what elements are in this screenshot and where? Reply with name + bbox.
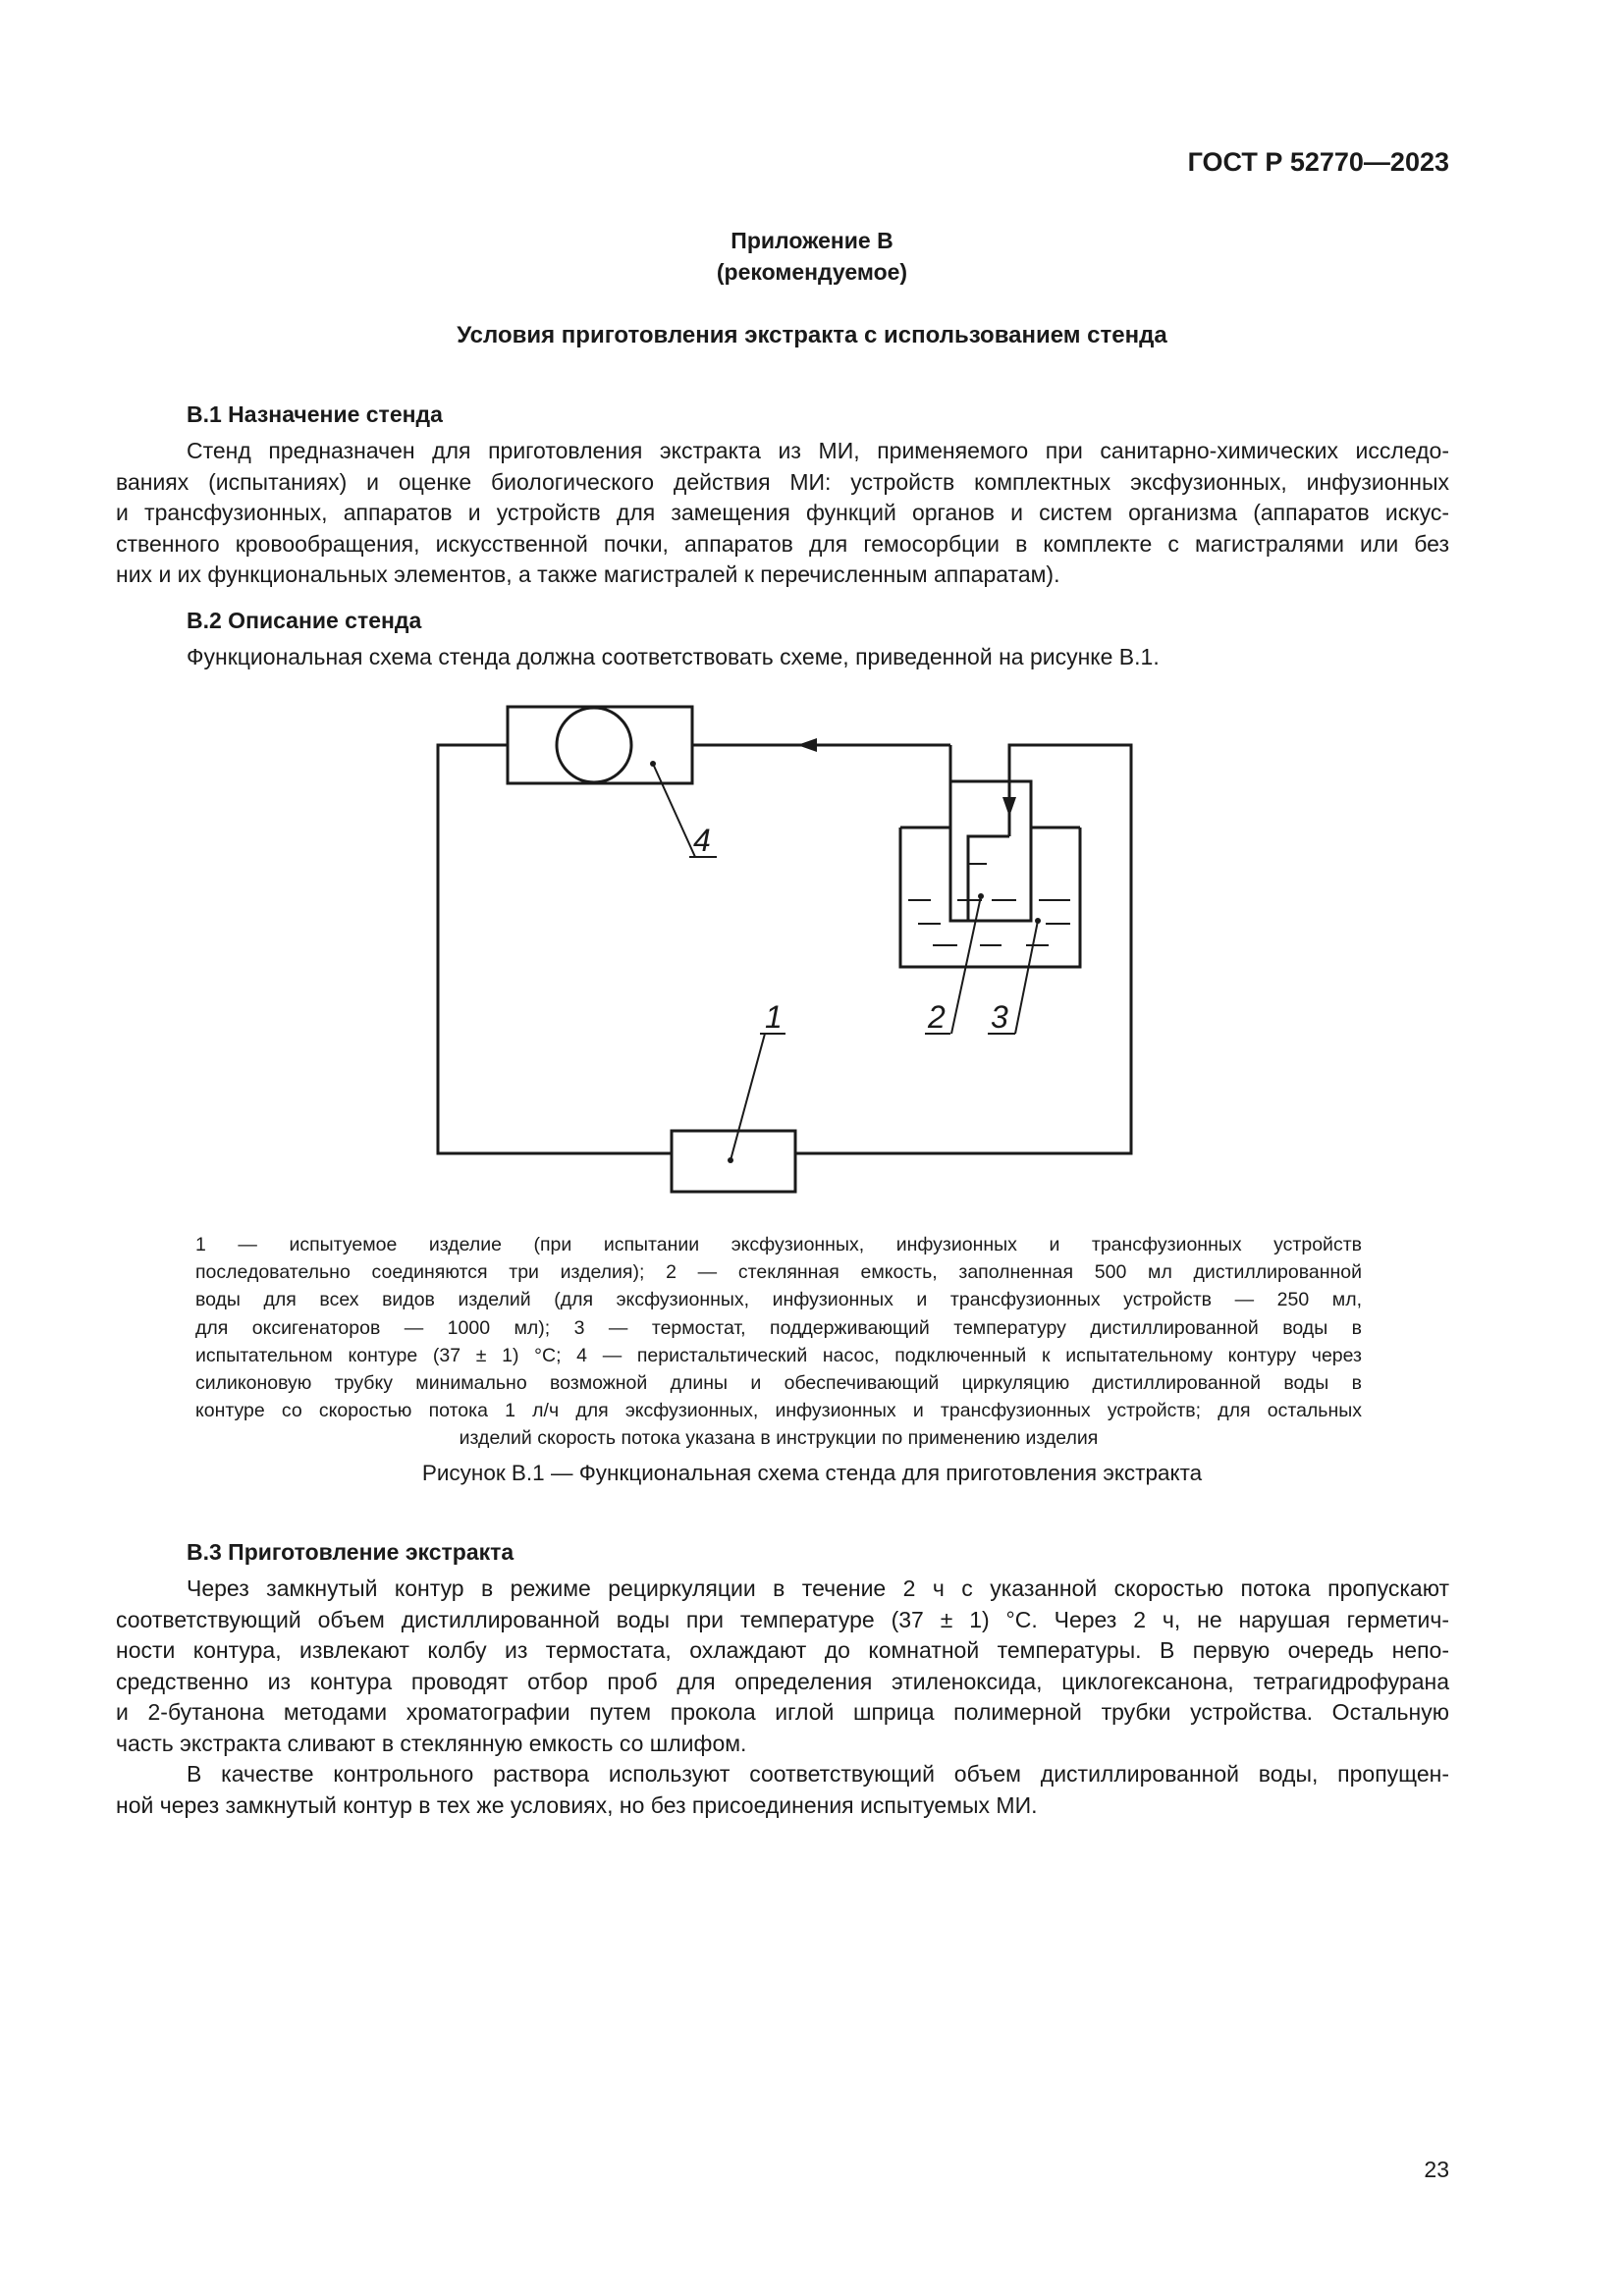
loop-tube-left	[438, 745, 672, 1153]
label-vessel: 2	[928, 999, 946, 1035]
legend-line: испытательном контуре (37 ± 1) °С; 4 — перистальтический насос, подключенный к испытательному контуру через	[195, 1344, 1362, 1366]
label-thermostat: 3	[991, 999, 1008, 1035]
legend-line: 1 — испытуемое изделие (при испытании эксфузионных, инфузионных и трансфузионных устройств	[195, 1234, 1362, 1255]
leader-3	[1015, 921, 1038, 1034]
section-2-heading: В.2 Описание стенда	[187, 608, 422, 633]
leader-4	[653, 764, 695, 857]
annex-status: (рекомендуемое)	[716, 259, 908, 285]
paragraph-line: них и их функциональных элементов, а также магистралей к перечисленным аппаратам).	[116, 561, 1060, 587]
paragraph-line: и трансфузионных, аппаратов и устройств для замещения функций органов и систем организма (аппаратов искус-	[116, 500, 1449, 525]
legend-line: силиконовую трубку минимально возможной длины и обеспечивающий циркуляцию дистиллированной воды в	[195, 1372, 1362, 1395]
paragraph-line: ственного кровообращения, искусственной почки, аппаратов для гемосорбции в комплекте с магистралями или без	[116, 530, 1449, 557]
legend-line: изделий скорость потока указана в инструкции по применению изделия	[459, 1427, 1099, 1450]
legend-line: контуре со скоростью потока 1 л/ч для эксфузионных, инфузионных и трансфузионных устройств; для остальных	[195, 1400, 1362, 1422]
label-pump: 4	[693, 823, 711, 858]
figure-caption: Рисунок В.1 — Функциональная схема стенда для приготовления экстракта	[421, 1461, 1203, 1485]
paragraph-line: ваниях (испытаниях) и оценке биологического действия МИ: устройств комплектных эксфузионных, инфузионных	[116, 468, 1449, 495]
section-1-heading: В.1 Назначение стенда	[187, 401, 443, 427]
paragraph-line: Через замкнутый контур в режиме рециркуляции в течение 2 ч с указанной скоростью потока пропускают	[187, 1575, 1449, 1601]
paragraph-line: соответствующий объем дистиллированной воды при температуре (37 ± 1) °С. Через 2 ч, не нарушая герметич-	[116, 1606, 1449, 1632]
paragraph-line: В качестве контрольного раствора используют соответствующий объем дистиллированной воды, пропущен-	[187, 1761, 1449, 1787]
section-3-paragraph	[116, 1574, 1449, 1821]
section-3-heading: В.3 Приготовление экстракта	[187, 1539, 514, 1565]
annex-title: Приложение В	[731, 228, 893, 253]
legend-line: последовательно соединяются три изделия); 2 — стеклянная емкость, заполненная 500 мл дистиллированной	[195, 1261, 1362, 1284]
paragraph-line: Стенд предназначен для приготовления экстракта из МИ, применяемого при санитарно-химических исследо-	[187, 438, 1449, 463]
legend-line: для оксигенаторов — 1000 мл); 3 — термостат, поддерживающий температуру дистиллированной воды в	[195, 1316, 1362, 1339]
leader-1	[731, 1034, 765, 1160]
paragraph-line: и 2-бутанона методами хроматографии путем прокола иглой шприца полимерной трубки устройства. Остальную	[116, 1699, 1449, 1725]
paragraph-line: часть экстракта сливают в стеклянную емкость со шлифом.	[116, 1730, 747, 1756]
pump-body	[508, 707, 692, 783]
paragraph-line: Функциональная схема стенда должна соответствовать схеме, приведенной на рисунке В.1.	[187, 644, 1160, 669]
standard-code: ГОСТ Р 52770—2023	[1187, 147, 1449, 177]
figure-legend	[195, 1231, 1362, 1453]
paragraph-line: ности контура, извлекают колбу из термостата, охлаждают до комнатной температуры. В первую очередь непо-	[116, 1637, 1449, 1663]
legend-line: воды для всех видов изделий (для эксфузионных, инфузионных и трансфузионных устройств — 250 мл,	[195, 1289, 1362, 1311]
page-number: 23	[1424, 2157, 1449, 2182]
pump-rotor	[557, 708, 631, 782]
tested-product-box	[672, 1131, 795, 1192]
water-level	[908, 864, 1070, 945]
paragraph-line: ной через замкнутый контур в тех же условиях, но без присоединения испытуемых МИ.	[116, 1791, 1038, 1818]
flow-arrow-down	[1002, 797, 1016, 817]
flow-arrow-left	[797, 738, 817, 752]
label-product: 1	[765, 999, 783, 1035]
return-tube	[968, 836, 1009, 921]
paragraph-line: средственно из контура проводят отбор проб для определения этиленоксида, циклогексанона, тетрагидрофурана	[116, 1668, 1449, 1694]
leader-2	[951, 896, 981, 1034]
annex-heading: Условия приготовления экстракта с использованием стенда	[457, 322, 1167, 348]
